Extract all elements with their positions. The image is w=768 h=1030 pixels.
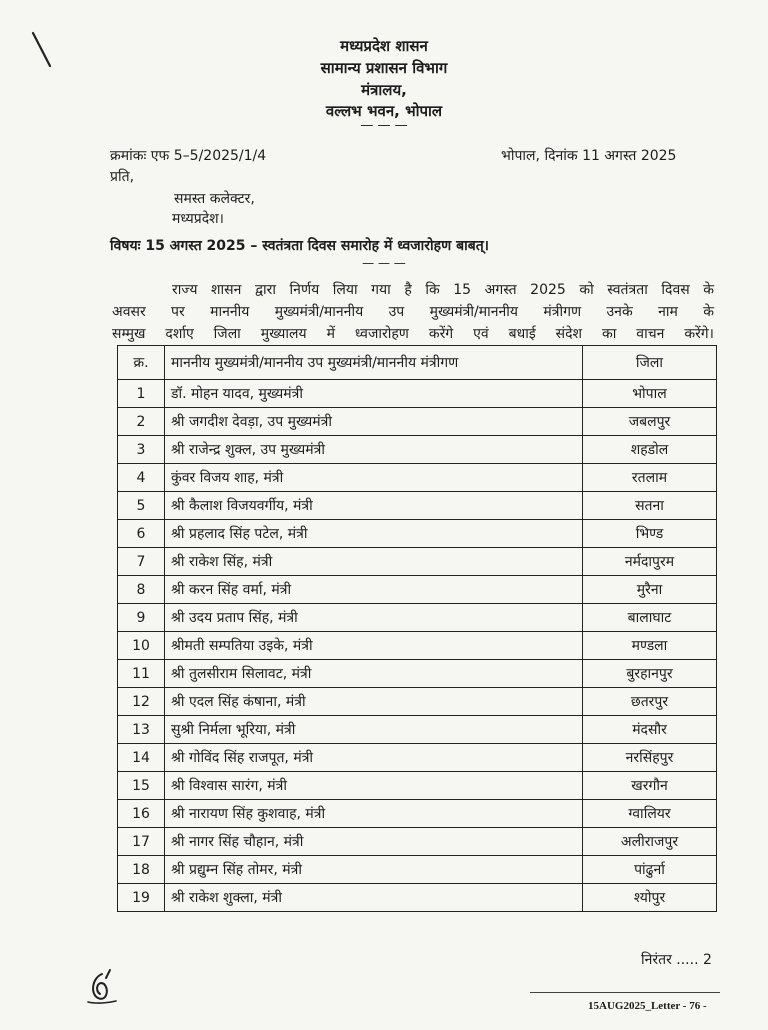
row-serial: 14 (118, 744, 165, 772)
table-row (118, 548, 717, 576)
row-minister-name: डॉ. मोहन यादव, मुख्यमंत्री (165, 380, 583, 408)
row-serial: 3 (118, 436, 165, 464)
row-minister-name: श्री तुलसीराम सिलावट, मंत्री (165, 660, 583, 688)
table-row (118, 772, 717, 800)
row-district: मुरैना (583, 576, 717, 604)
row-serial: 13 (118, 716, 165, 744)
footer-code: 15AUG2025_Letter - 76 - (588, 1000, 707, 1012)
row-minister-name: कुंवर विजय शाह, मंत्री (165, 464, 583, 492)
table-row (118, 828, 717, 856)
row-district: श्योपुर (583, 884, 717, 912)
row-district: भोपाल (583, 380, 717, 408)
table-row (118, 632, 717, 660)
row-district: नर्मदापुरम (583, 548, 717, 576)
table-row (118, 884, 717, 912)
row-serial: 19 (118, 884, 165, 912)
row-district: भिण्ड (583, 520, 717, 548)
header-department: सामान्य प्रशासन विभाग (320, 59, 448, 77)
header-minister: माननीय मुख्यमंत्री/माननीय उप मुख्यमंत्री/माननीय मंत्रीगण (165, 346, 583, 380)
table-row (118, 408, 717, 436)
body-line-1: राज्य शासन द्वारा निर्णय लिया गया है कि 15 अगस्त 2025 को स्वतंत्रता दिवस के (172, 282, 714, 298)
body-line-3: सम्मुख दर्शाए जिला मुख्यालय में ध्वजारोहण करेंगे एवं बधाई संदेश का वाचन करेंगे। (112, 326, 714, 342)
row-district: जबलपुर (583, 408, 717, 436)
row-serial: 2 (118, 408, 165, 436)
row-minister-name: श्री प्रहलाद सिंह पटेल, मंत्री (165, 520, 583, 548)
row-district: पांढुर्ना (583, 856, 717, 884)
row-minister-name: श्री करन सिंह वर्मा, मंत्री (165, 576, 583, 604)
table-row (118, 744, 717, 772)
row-district: रतलाम (583, 464, 717, 492)
header-district: जिला (583, 346, 717, 380)
row-serial: 15 (118, 772, 165, 800)
row-serial: 16 (118, 800, 165, 828)
row-serial: 11 (118, 660, 165, 688)
row-serial: 18 (118, 856, 165, 884)
table-row (118, 716, 717, 744)
row-district: नरसिंहपुर (583, 744, 717, 772)
row-district: मण्डला (583, 632, 717, 660)
row-serial: 4 (118, 464, 165, 492)
row-minister-name: श्री राकेश शुक्ला, मंत्री (165, 884, 583, 912)
row-district: सतना (583, 492, 717, 520)
row-minister-name: सुश्री निर्मला भूरिया, मंत्री (165, 716, 583, 744)
row-district: बालाघाट (583, 604, 717, 632)
row-serial: 10 (118, 632, 165, 660)
table-row (118, 520, 717, 548)
row-district: शहडोल (583, 436, 717, 464)
recipient-line1: समस्त कलेक्टर, (174, 191, 255, 207)
recipient-prati: प्रति, (110, 169, 135, 185)
row-serial: 5 (118, 492, 165, 520)
row-district: ग्वालियर (583, 800, 717, 828)
reference-number: क्रमांकः एफ 5–5/2025/1/4 (110, 148, 267, 164)
row-minister-name: श्री राजेन्द्र शुक्ल, उप मुख्यमंत्री (165, 436, 583, 464)
row-minister-name: श्री राकेश सिंह, मंत्री (165, 548, 583, 576)
header-state: मध्यप्रदेश शासन (340, 37, 428, 55)
row-serial: 1 (118, 380, 165, 408)
header-dashes: — — — (360, 118, 408, 133)
header-serial: क्र. (118, 346, 165, 380)
table-row (118, 464, 717, 492)
table-row (118, 856, 717, 884)
footer-rule (530, 992, 720, 993)
row-minister-name: श्री नारायण सिंह कुशवाह, मंत्री (165, 800, 583, 828)
row-district: मंदसौर (583, 716, 717, 744)
row-minister-name: श्री गोविंद सिंह राजपूत, मंत्री (165, 744, 583, 772)
table-row (118, 492, 717, 520)
row-minister-name: श्री एदल सिंह कंषाना, मंत्री (165, 688, 583, 716)
row-district: अलीराजपुर (583, 828, 717, 856)
row-serial: 17 (118, 828, 165, 856)
table-row (118, 660, 717, 688)
body-line-2: अवसर पर माननीय मुख्यमंत्री/माननीय उप मुख्यमंत्री/माननीय मंत्रीगण उनके नाम के (112, 304, 714, 320)
flag-hoisting-table (117, 345, 717, 912)
row-minister-name: श्री जगदीश देवड़ा, उप मुख्यमंत्री (165, 408, 583, 436)
row-minister-name: श्रीमती सम्पतिया उइके, मंत्री (165, 632, 583, 660)
table-header-row (118, 346, 717, 380)
table-row (118, 800, 717, 828)
header-ministry: मंत्रालय, (361, 81, 407, 99)
row-district: छतरपुर (583, 688, 717, 716)
place-date: भोपाल, दिनांक 11 अगस्त 2025 (501, 148, 677, 164)
table-row (118, 436, 717, 464)
row-minister-name: श्री विश्वास सारंग, मंत्री (165, 772, 583, 800)
row-serial: 6 (118, 520, 165, 548)
row-serial: 12 (118, 688, 165, 716)
table-row (118, 380, 717, 408)
row-minister-name: श्री कैलाश विजयवर्गीय, मंत्री (165, 492, 583, 520)
subject-separator: — — — (362, 256, 406, 270)
row-serial: 7 (118, 548, 165, 576)
row-serial: 8 (118, 576, 165, 604)
table-row (118, 604, 717, 632)
row-district: खरगौन (583, 772, 717, 800)
table-row (118, 688, 717, 716)
row-minister-name: श्री प्रद्युम्न सिंह तोमर, मंत्री (165, 856, 583, 884)
subject-line: विषयः 15 अगस्त 2025 – स्वतंत्रता दिवस समारोह में ध्वजारोहण बाबत्। (110, 238, 489, 254)
row-serial: 9 (118, 604, 165, 632)
signature-initial-icon (84, 968, 120, 1008)
row-minister-name: श्री नागर सिंह चौहान, मंत्री (165, 828, 583, 856)
header-address: वल्लभ भवन, भोपाल (325, 102, 443, 120)
recipient-line2: मध्यप्रदेश। (172, 211, 224, 227)
row-minister-name: श्री उदय प्रताप सिंह, मंत्री (165, 604, 583, 632)
table-row (118, 576, 717, 604)
row-district: बुरहानपुर (583, 660, 717, 688)
body-paragraph (112, 279, 714, 345)
continued-note: निरंतर ..... 2 (641, 952, 712, 968)
